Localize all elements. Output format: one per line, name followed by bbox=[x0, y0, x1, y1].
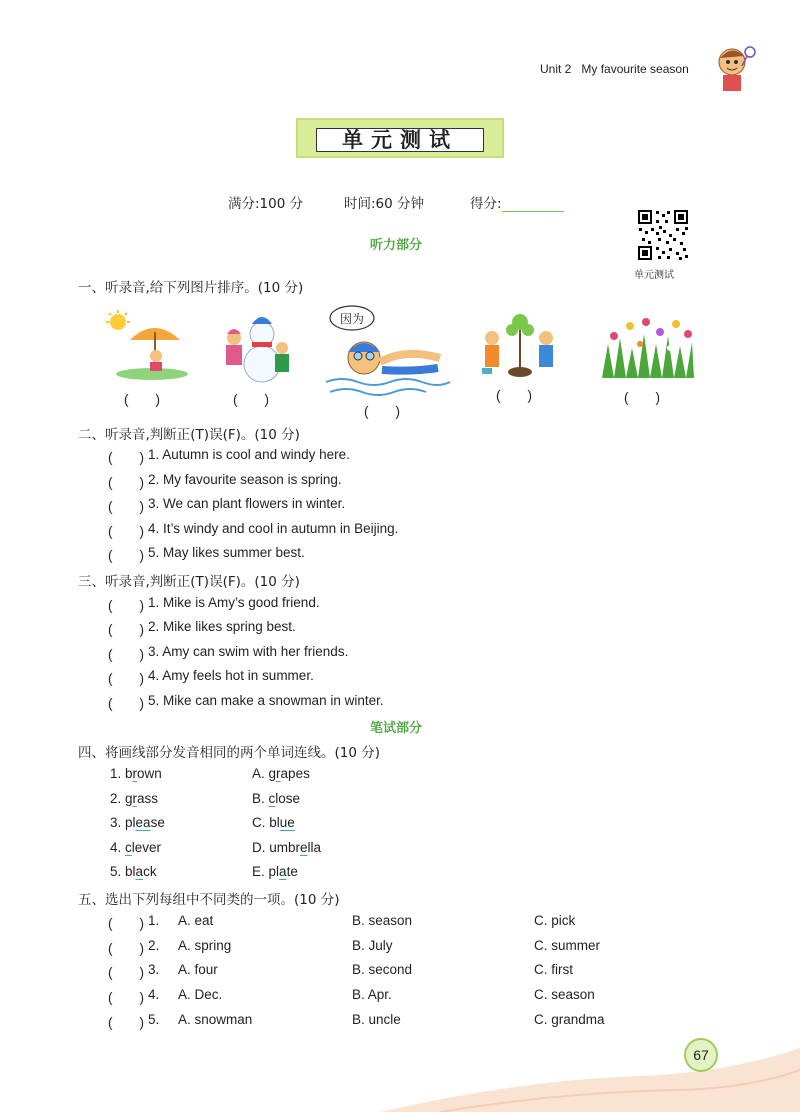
s5-option-a-5[interactable]: A. snowman bbox=[178, 1012, 253, 1027]
s5-num-1: 1. bbox=[148, 913, 160, 928]
mascot-illustration bbox=[714, 42, 758, 94]
s2-answer-bracket-2[interactable]: ( ) bbox=[108, 475, 144, 490]
answer-bracket-5[interactable]: ( ) bbox=[624, 390, 660, 405]
title-banner bbox=[296, 118, 504, 158]
unit-topic: My favourite season bbox=[581, 62, 689, 76]
time-limit: 时间:60 分钟 bbox=[344, 196, 425, 212]
s5-answer-bracket-3[interactable]: ( ) bbox=[108, 965, 144, 980]
s5-answer-bracket-1[interactable]: ( ) bbox=[108, 916, 144, 931]
score-label: 得分: bbox=[470, 196, 502, 212]
writing-section-label: 笔试部分 bbox=[370, 721, 423, 736]
qr-code[interactable] bbox=[636, 208, 690, 262]
picture-winter-snowman bbox=[212, 308, 292, 384]
s5-answer-bracket-5[interactable]: ( ) bbox=[108, 1015, 144, 1030]
s4-right-word-a[interactable]: A. grapes bbox=[252, 766, 310, 781]
s5-option-a-2[interactable]: A. spring bbox=[178, 938, 232, 953]
s2-item-4: 4. It’s windy and cool in autumn in Beijing. bbox=[148, 521, 399, 536]
s3-item-4: 4. Amy feels hot in summer. bbox=[148, 668, 314, 683]
s2-item-2: 2. My favourite season is spring. bbox=[148, 472, 342, 487]
section1-heading: 一、听录音,给下列图片排序。(10 分) bbox=[78, 280, 304, 296]
qr-label: 单元测试 bbox=[634, 270, 674, 281]
picture-tag: 因为 bbox=[339, 312, 365, 326]
s5-option-a-3[interactable]: A. four bbox=[178, 962, 218, 977]
picture-summer-beach bbox=[106, 310, 190, 382]
footer-wave-decoration bbox=[0, 1040, 800, 1112]
s3-answer-bracket-4[interactable]: ( ) bbox=[108, 671, 144, 686]
answer-bracket-3[interactable]: ( ) bbox=[364, 404, 400, 419]
s5-num-3: 3. bbox=[148, 962, 160, 977]
s4-right-word-b[interactable]: B. close bbox=[252, 791, 301, 806]
page-number: 67 bbox=[684, 1038, 718, 1072]
s3-answer-bracket-1[interactable]: ( ) bbox=[108, 598, 144, 613]
s2-item-3: 3. We can plant flowers in winter. bbox=[148, 496, 346, 511]
s4-right-word-c[interactable]: C. blue bbox=[252, 815, 295, 830]
s2-answer-bracket-1[interactable]: ( ) bbox=[108, 450, 144, 465]
s3-answer-bracket-5[interactable]: ( ) bbox=[108, 696, 144, 711]
section5-heading: 五、选出下列每组中不同类的一项。(10 分) bbox=[78, 892, 340, 908]
section3-heading: 三、听录音,判断正(T)误(F)。(10 分) bbox=[78, 574, 300, 590]
s5-option-a-1[interactable]: A. eat bbox=[178, 913, 214, 928]
s5-option-b-1[interactable]: B. season bbox=[352, 913, 413, 928]
s4-right-word-e[interactable]: E. plate bbox=[252, 864, 298, 879]
picture-spring-flowers bbox=[600, 314, 694, 378]
s5-option-a-4[interactable]: A. Dec. bbox=[178, 987, 223, 1002]
s2-answer-bracket-3[interactable]: ( ) bbox=[108, 499, 144, 514]
answer-bracket-1[interactable]: ( ) bbox=[124, 392, 160, 407]
s4-right-word-d[interactable]: D. umbrella bbox=[252, 840, 322, 855]
s5-option-c-5[interactable]: C. grandma bbox=[534, 1012, 605, 1027]
s5-option-b-3[interactable]: B. second bbox=[352, 962, 413, 977]
answer-bracket-4[interactable]: ( ) bbox=[496, 388, 532, 403]
picture-summer-swimming bbox=[322, 302, 454, 400]
unit-number: Unit 2 bbox=[540, 62, 572, 76]
s5-option-b-4[interactable]: B. Apr. bbox=[352, 987, 392, 1002]
s5-num-5: 5. bbox=[148, 1012, 160, 1027]
section4-heading: 四、将画线部分发音相同的两个单词连线。(10 分) bbox=[78, 745, 381, 761]
s4-left-word-1[interactable]: 1. brown bbox=[110, 766, 162, 781]
s3-item-5: 5. Mike can make a snowman in winter. bbox=[148, 693, 384, 708]
page-title: 单元测试 bbox=[342, 128, 458, 152]
s2-item-5: 5. May likes summer best. bbox=[148, 545, 305, 560]
s2-answer-bracket-4[interactable]: ( ) bbox=[108, 524, 144, 539]
section2-heading: 二、听录音,判断正(T)误(F)。(10 分) bbox=[78, 427, 300, 443]
score-field bbox=[470, 192, 564, 212]
s5-option-c-2[interactable]: C. summer bbox=[534, 938, 601, 953]
s5-answer-bracket-2[interactable]: ( ) bbox=[108, 941, 144, 956]
s5-num-4: 4. bbox=[148, 987, 160, 1002]
listening-section-label: 听力部分 bbox=[370, 238, 423, 253]
score-blank[interactable] bbox=[502, 197, 564, 212]
s5-option-c-3[interactable]: C. first bbox=[534, 962, 573, 977]
s5-option-b-5[interactable]: B. uncle bbox=[352, 1012, 401, 1027]
s4-left-word-4[interactable]: 4. clever bbox=[110, 840, 162, 855]
s3-item-2: 2. Mike likes spring best. bbox=[148, 619, 296, 634]
s3-answer-bracket-2[interactable]: ( ) bbox=[108, 622, 144, 637]
answer-bracket-2[interactable]: ( ) bbox=[233, 392, 269, 407]
s5-num-2: 2. bbox=[148, 938, 160, 953]
full-score: 满分:100 分 bbox=[228, 196, 304, 212]
s5-option-c-1[interactable]: C. pick bbox=[534, 913, 576, 928]
s2-item-1: 1. Autumn is cool and windy here. bbox=[148, 447, 350, 462]
s4-left-word-2[interactable]: 2. grass bbox=[110, 791, 159, 806]
unit-header bbox=[540, 62, 689, 76]
picture-spring-planting bbox=[474, 312, 566, 382]
s3-item-1: 1. Mike is Amy’s good friend. bbox=[148, 595, 320, 610]
s4-left-word-3[interactable]: 3. please bbox=[110, 815, 165, 830]
s3-item-3: 3. Amy can swim with her friends. bbox=[148, 644, 349, 659]
s4-left-word-5[interactable]: 5. black bbox=[110, 864, 157, 879]
s5-answer-bracket-4[interactable]: ( ) bbox=[108, 990, 144, 1005]
s5-option-c-4[interactable]: C. season bbox=[534, 987, 595, 1002]
s2-answer-bracket-5[interactable]: ( ) bbox=[108, 548, 144, 563]
s5-option-b-2[interactable]: B. July bbox=[352, 938, 393, 953]
s3-answer-bracket-3[interactable]: ( ) bbox=[108, 647, 144, 662]
